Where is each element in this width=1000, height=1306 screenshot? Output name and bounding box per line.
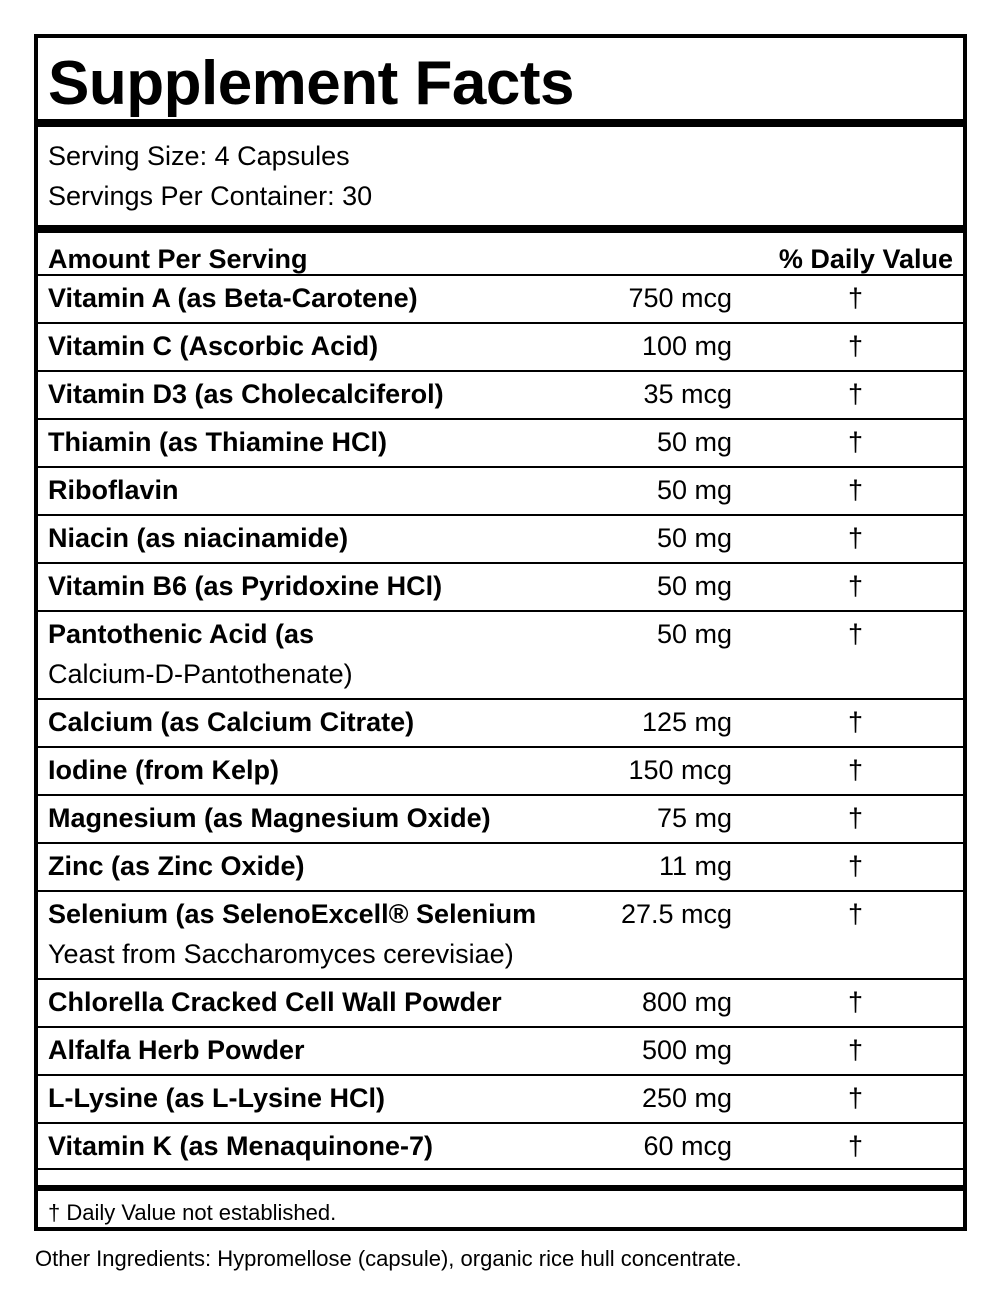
daily-value-mark: † [848, 427, 864, 457]
other-ingredients: Other Ingredients: Hypromellose (capsule), organic rice hull concentrate. [35, 1246, 742, 1271]
daily-value-mark: † [848, 571, 864, 601]
nutrient-amount: 800 mg [641, 987, 732, 1017]
nutrient-amount: 125 mg [641, 707, 732, 737]
nutrient-name [48, 1078, 608, 1118]
nutrient-name [48, 566, 608, 606]
serving-divider [38, 225, 963, 233]
nutrient-name-bold: Zinc (as Zinc Oxide) [48, 851, 305, 881]
table-row [38, 978, 963, 1026]
nutrient-name [48, 470, 608, 510]
amount-per-serving-header: Amount Per Serving [48, 244, 308, 274]
nutrient-amount: 50 mg [656, 523, 732, 553]
table-row [38, 746, 963, 794]
table-row [38, 610, 963, 698]
nutrient-name-bold: Chlorella Cracked Cell Wall Powder [48, 987, 502, 1017]
footnote-divider [38, 1185, 963, 1191]
table-row [38, 466, 963, 514]
nutrient-name [48, 518, 608, 558]
nutrient-name-bold: Selenium (as SelenoExcell® Selenium [48, 899, 537, 929]
table-row [38, 1074, 963, 1122]
daily-value-mark: † [848, 851, 864, 881]
table-bottom-rule [38, 1168, 963, 1170]
daily-value-mark: † [848, 331, 864, 361]
nutrient-name-bold: Riboflavin [48, 475, 179, 505]
nutrient-amount: 60 mcg [643, 1131, 732, 1161]
nutrient-amount: 35 mcg [643, 379, 732, 409]
nutrient-name [48, 702, 608, 742]
nutrient-name-bold: Calcium (as Calcium Citrate) [48, 707, 415, 737]
table-row [38, 1122, 963, 1170]
nutrient-amount: 27.5 mcg [620, 899, 732, 929]
nutrient-name [48, 374, 608, 414]
table-row [38, 322, 963, 370]
nutrient-name [48, 326, 608, 366]
nutrient-name [48, 982, 608, 1022]
table-row [38, 890, 963, 978]
daily-value-mark: † [848, 523, 864, 553]
nutrient-amount: 250 mg [641, 1083, 732, 1113]
serving-size: Serving Size: 4 Capsules [48, 141, 350, 171]
nutrient-name-detail: Calcium-D-Pantothenate) [48, 659, 353, 689]
table-row [38, 514, 963, 562]
nutrient-name [48, 614, 608, 694]
daily-value-mark: † [848, 1083, 864, 1113]
footnote: † Daily Value not established. [48, 1200, 337, 1225]
table-row [38, 370, 963, 418]
nutrient-name [48, 422, 608, 462]
nutrient-amount: 75 mg [656, 803, 732, 833]
nutrient-amount: 11 mg [658, 851, 732, 881]
nutrient-name [48, 1126, 608, 1166]
nutrient-name-bold: Iodine (from Kelp) [48, 755, 279, 785]
nutrient-amount: 150 mcg [628, 755, 732, 785]
nutrient-name-bold: Vitamin A (as Beta-Carotene) [48, 283, 418, 313]
daily-value-mark: † [848, 475, 864, 505]
table-row [38, 274, 963, 322]
title-divider [38, 119, 963, 127]
nutrient-name-bold: Alfalfa Herb Powder [48, 1035, 305, 1065]
nutrient-name-bold: Thiamin (as Thiamine HCl) [48, 427, 388, 457]
table-row [38, 1026, 963, 1074]
nutrient-name [48, 750, 608, 790]
nutrient-name-bold: Vitamin D3 (as Cholecalciferol) [48, 379, 444, 409]
table-row [38, 562, 963, 610]
nutrient-name [48, 894, 608, 974]
panel-title: Supplement Facts [48, 49, 574, 118]
daily-value-header: % Daily Value [778, 244, 953, 274]
nutrient-name-bold: Pantothenic Acid (as [48, 619, 315, 649]
nutrient-name-bold: Vitamin B6 (as Pyridoxine HCl) [48, 571, 443, 601]
daily-value-mark: † [848, 987, 864, 1017]
daily-value-mark: † [848, 707, 864, 737]
nutrient-name [48, 798, 608, 838]
nutrient-name [48, 1030, 608, 1070]
nutrient-amount: 750 mcg [628, 283, 732, 313]
nutrient-name-bold: L-Lysine (as L-Lysine HCl) [48, 1083, 386, 1113]
table-row [38, 794, 963, 842]
nutrient-name-detail: Yeast from Saccharomyces cerevisiae) [48, 939, 514, 969]
daily-value-mark: † [848, 1035, 864, 1065]
daily-value-mark: † [848, 803, 864, 833]
daily-value-mark: † [848, 379, 864, 409]
servings-per-container: Servings Per Container: 30 [48, 181, 373, 211]
nutrient-name [48, 846, 608, 886]
nutrient-amount: 50 mg [656, 427, 732, 457]
nutrient-name-bold: Niacin (as niacinamide) [48, 523, 349, 553]
nutrient-amount: 50 mg [656, 571, 732, 601]
supplement-facts-panel [34, 34, 967, 1231]
nutrient-amount: 500 mg [641, 1035, 732, 1065]
nutrient-amount: 50 mg [656, 475, 732, 505]
nutrient-name-bold: Vitamin K (as Menaquinone-7) [48, 1131, 434, 1161]
nutrient-amount: 50 mg [656, 619, 732, 649]
daily-value-mark: † [848, 755, 864, 785]
daily-value-mark: † [848, 899, 864, 929]
nutrient-name-bold: Magnesium (as Magnesium Oxide) [48, 803, 491, 833]
nutrient-amount: 100 mg [641, 331, 732, 361]
table-row [38, 842, 963, 890]
table-row [38, 418, 963, 466]
table-row [38, 698, 963, 746]
daily-value-mark: † [848, 283, 864, 313]
nutrient-name-bold: Vitamin C (Ascorbic Acid) [48, 331, 379, 361]
nutrient-name [48, 278, 608, 318]
daily-value-mark: † [848, 1131, 864, 1161]
daily-value-mark: † [848, 619, 864, 649]
